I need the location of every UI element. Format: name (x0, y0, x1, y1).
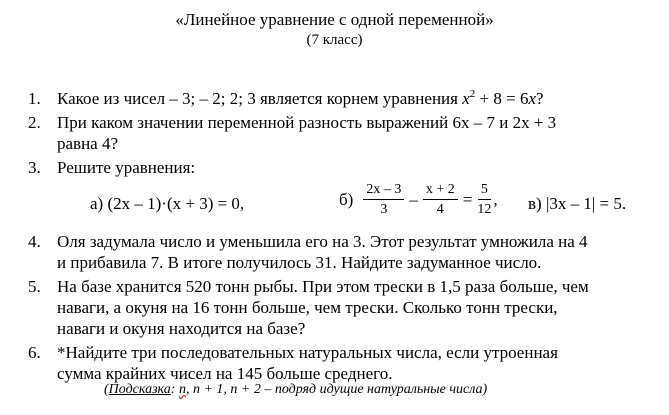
task-5-line-1: На базе хранится 520 тонн рыбы. При этом трески в 1,5 раза больше, чем (57, 277, 589, 296)
fraction-1: $\frac{2x - 3}{3}$ (363, 181, 404, 218)
equation-b: б) $\frac{2x - 3}{3}$ – $\frac{x + 2}{4}$ = $\frac{5}{12}$ , (339, 182, 498, 217)
equation-a: а) (2x – 1)·(x + 3) = 0, (90, 194, 245, 213)
task-6-line-2: сумма крайних чисел на 145 больше среднего. (57, 364, 393, 383)
page-title: «Линейное уравнение с одной переменной» (175, 10, 494, 29)
task-5-line-2: наваги, а окуня на 16 тонн больше, чем трески. Сколько тонн трески, (57, 298, 558, 317)
task-3-line-1: Решите уравнения: (57, 158, 196, 177)
task-number: 5. (28, 277, 41, 296)
task-number: 4. (28, 232, 41, 251)
page-subtitle: (7 класс) (306, 32, 363, 48)
task-2-line-1: При каком значении переменной разность выражений 6x – 7 и 2x + 3 (57, 113, 557, 132)
task-number: 1. (28, 89, 41, 108)
task-list (22, 88, 662, 384)
equation-v: в) |3x – 1| = 5. (528, 194, 627, 213)
hint-label: Подсказка (108, 382, 171, 397)
task-1 (22, 88, 662, 109)
fraction-3: $\frac{5}{12}$ (477, 182, 492, 217)
task-4 (22, 231, 662, 273)
task-1-text: Какое из чисел – 3; – 2; 2; 3 является корнем уравнения $x^2 + 8 = 6x$? (57, 88, 544, 108)
hint: (Подсказка: n, n + 1, n + 2 – подряд идущие натуральные числа) (104, 382, 488, 397)
task-4-line-2: и прибавила 7. В итоге получилось 31. Найдите задуманное число. (57, 253, 542, 272)
task-4-line-1: Оля задумала число и уменьшила его на 3. Этот результат умножила на 4 (57, 232, 588, 251)
fraction-2: $\frac{x + 2}{4}$ (423, 181, 458, 218)
task-5-line-3: наваги и окуня находится на базе? (57, 319, 306, 338)
task-6-line-1: *Найдите три последовательных натуральных числа, если утроенная (57, 343, 558, 362)
equations-row (22, 180, 662, 228)
task-3 (22, 157, 662, 178)
task-number: 3. (28, 158, 41, 177)
task-2-line-2: равна 4? (57, 134, 119, 153)
task-number: 6. (28, 343, 41, 362)
task-6 (22, 342, 662, 384)
task-2 (22, 112, 662, 154)
task-number: 2. (28, 113, 41, 132)
task-5 (22, 276, 662, 339)
